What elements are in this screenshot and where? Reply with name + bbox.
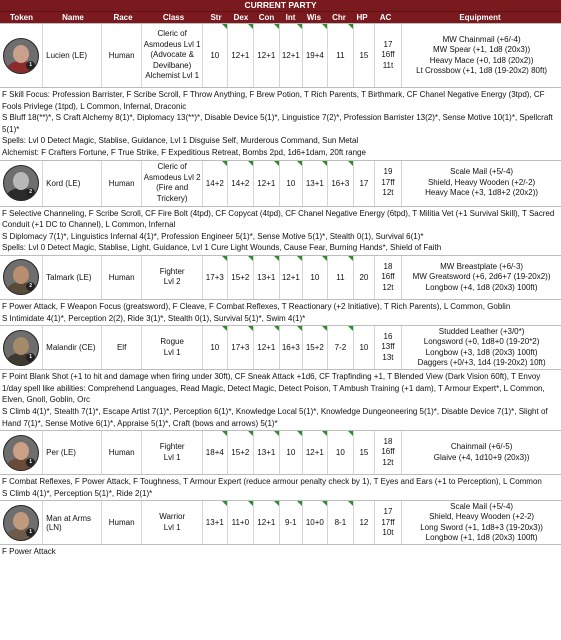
stat-str: 13+1	[203, 501, 228, 544]
class-line: (Advocate &	[150, 50, 194, 60]
notes-line: F Point Blank Shot (+1 to hit and damage when firing under 30ft), CF Sneak Attack +1d6, CF Trapfinding +1, T Blended View (Dark Vision 60ft), T Envoy 1/day spell like abilities: Comprehend Languages, Read Magic, Detect Magic, Detect Poison, T Ambush Training (+1 dam), T Armour Expert*, L Common, Elven, Gnoll, Goblin, Orc	[2, 372, 545, 405]
equipment-item: Longbow (+1, 1d8 (20x3) 100ft)	[425, 533, 538, 543]
comment-marker	[222, 501, 227, 506]
stat-con: 12+1	[254, 326, 280, 369]
ac-line: 17ff	[381, 177, 395, 187]
ac-line: 13ff	[381, 342, 395, 352]
portrait-token-icon	[3, 38, 39, 74]
class-line: Devilbane)	[153, 60, 192, 70]
class-line: Cleric of	[157, 29, 187, 39]
stat-chr: 16+3	[328, 161, 354, 206]
ac-line: 10t	[382, 528, 394, 538]
header-class: Class	[162, 13, 185, 22]
character-row	[0, 430, 561, 474]
ac-line: 13t	[382, 352, 394, 362]
comment-marker	[348, 431, 353, 436]
comment-marker	[274, 501, 279, 506]
equipment-item: Longbow (+4, 1d8 (20x3) 100ft)	[425, 282, 538, 292]
ac-line: 17	[383, 39, 393, 49]
character-row	[0, 500, 561, 544]
ac-lines	[381, 167, 394, 199]
stat-hp: 17	[354, 161, 375, 206]
header-ac: AC	[379, 13, 392, 22]
stat-con: 13+1	[254, 431, 280, 474]
character-name: Malandir (CE)	[43, 326, 102, 369]
character-class	[142, 256, 203, 299]
notes-line: S Climb 4(1)*, Perception 5(1)*, Ride 2(1)*	[2, 488, 153, 498]
character-name: Per (LE)	[43, 431, 102, 474]
ac-lines	[381, 40, 394, 72]
class-lines	[160, 337, 184, 358]
armor-class	[375, 326, 402, 369]
class-line: Asmodeus Lvl 1	[143, 39, 201, 49]
character-row	[0, 255, 561, 299]
comment-marker	[297, 24, 302, 29]
equipment-list	[402, 501, 561, 544]
character-notes	[0, 474, 561, 500]
portrait-face	[13, 45, 29, 63]
character-notes	[0, 206, 561, 255]
level-badge: 1	[26, 528, 35, 537]
stat-hp: 15	[354, 431, 375, 474]
notes-line: F Combat Reflexes, F Power Attack, F Toughness, T Armour Expert (reduce armour penalty check by 1), T Eyes and Ears (+1 to Perception), L Common	[2, 477, 542, 487]
stat-int: 10	[280, 431, 304, 474]
comment-marker	[248, 326, 253, 331]
level-badge: 2	[26, 188, 35, 197]
character-row	[0, 23, 561, 87]
equipment-item: Shield, Heavy Wooden (+2/-2)	[427, 177, 536, 187]
comment-marker	[274, 161, 279, 166]
character-row	[0, 160, 561, 206]
stat-hp: 12	[354, 501, 375, 544]
class-line: Cleric of	[157, 162, 187, 172]
portrait-token-icon	[3, 330, 39, 366]
equipment-list	[402, 24, 561, 87]
class-lines	[159, 512, 185, 533]
comment-marker	[322, 431, 327, 436]
comment-marker	[274, 431, 279, 436]
class-line: Trickery)	[156, 193, 188, 203]
header-wis: Wis	[306, 13, 322, 22]
comment-marker	[222, 326, 227, 331]
character-class	[142, 431, 203, 474]
comment-marker	[248, 161, 253, 166]
ac-line: 17ff	[381, 517, 395, 527]
level-badge: 1	[26, 458, 35, 467]
equipment-item: Heavy Mace (+0, 1d8 (20x2))	[429, 55, 534, 65]
token-cell	[0, 256, 43, 299]
character-class	[142, 501, 203, 544]
ac-line: 16ff	[381, 50, 395, 60]
comment-marker	[248, 256, 253, 261]
stat-int: 9-1	[280, 501, 304, 544]
comment-marker	[222, 161, 227, 166]
character-race: Human	[102, 161, 142, 206]
stat-int: 12+1	[280, 256, 304, 299]
stat-chr: 11	[328, 24, 354, 87]
notes-line: F Power Attack	[2, 547, 56, 557]
equipment-item: MW Greatsword (+6, 2d6+7 (19-20x2))	[412, 272, 551, 282]
ac-line: 11t	[382, 60, 394, 70]
character-race: Human	[102, 501, 142, 544]
character-notes	[0, 299, 561, 325]
stat-str: 18+4	[203, 431, 228, 474]
equipment-item: Longbow (+3, 1d8 (20x3) 100ft)	[425, 347, 538, 357]
ac-line: 12t	[382, 188, 394, 198]
portrait-face	[13, 442, 29, 460]
comment-marker	[297, 431, 302, 436]
class-line: Rogue	[160, 337, 184, 347]
header-chr: Chr	[332, 13, 346, 22]
stat-con: 12+1	[254, 161, 280, 206]
character-name: Talmark (LE)	[43, 256, 102, 299]
equipment-list	[402, 256, 561, 299]
header-race: Race	[113, 13, 133, 22]
comment-marker	[322, 256, 327, 261]
comment-marker	[297, 501, 302, 506]
stat-str: 17+3	[203, 256, 228, 299]
table-header	[0, 11, 561, 23]
class-line: (Fire and	[156, 183, 189, 193]
header-token: Token	[10, 13, 33, 22]
sheet-title: CURRENT PARTY	[0, 0, 561, 11]
comment-marker	[222, 431, 227, 436]
equipment-item: Lt Crossbow (+1, 1d8 (19-20x2) 80ft)	[416, 66, 548, 75]
portrait-token-icon	[3, 505, 39, 541]
character-row	[0, 325, 561, 369]
ac-line: 19	[383, 167, 393, 177]
class-line: Asmodeus Lvl 2	[143, 172, 201, 182]
character-class	[142, 24, 203, 87]
comment-marker	[274, 256, 279, 261]
notes-line: F Selective Channeling, F Scribe Scroll, CF Fire Bolt (4tpd), CF Copycat (4tpd), CF Chanel Negative Energy (6tpd), T Militia Vet (+1 Survival Skill), T Sacred Conduit (+1 DC to Channel), L Common, Infernal	[2, 208, 555, 230]
class-lines	[144, 29, 201, 82]
stat-con: 12+1	[254, 24, 280, 87]
notes-line: S Diplomacy 7(1)*, Linguistics Infernal 4(1)*, Profession Engineer 5(1)*, Sense Motive 5(1)*, Stealth 0(1), Survival 6(1)*	[2, 231, 424, 241]
ac-line: 18	[383, 261, 393, 271]
character-notes	[0, 369, 561, 430]
comment-marker	[248, 24, 253, 29]
stat-wis: 10+0	[303, 501, 328, 544]
armor-class	[375, 24, 402, 87]
comment-marker	[322, 161, 327, 166]
stat-wis: 10	[303, 256, 328, 299]
ac-line: 12t	[382, 457, 394, 467]
notes-line: S Intimidate 4(1)*, Perception 2(2), Ride 3(1)*, Stealth 0(1), Survival 5(1)*, Swim 4(1)*	[2, 313, 306, 323]
equipment-item: Shield, Heavy Wooden (+2-2)	[429, 512, 535, 522]
ac-line: 18	[383, 436, 393, 446]
class-line: Lvl 1	[163, 522, 181, 532]
token-cell	[0, 501, 43, 544]
class-lines	[160, 442, 185, 463]
header-dex: Dex	[233, 13, 249, 22]
notes-line: Spells: Lvl 0 Detect Magic, Stablise, Guidance, Lvl 1 Disguise Self, Murderous Command, Sun Metal	[2, 136, 359, 146]
stat-dex: 15+2	[228, 431, 254, 474]
stat-chr: 8-1	[328, 501, 354, 544]
comment-marker	[297, 326, 302, 331]
equipment-list	[402, 431, 561, 474]
stat-hp: 20	[354, 256, 375, 299]
equipment-item: Daggers (+0/+3, 1d4 (19-20x2) 10ft)	[417, 358, 546, 368]
ac-line: 16ff	[381, 272, 395, 282]
stat-str: 10	[203, 24, 228, 87]
class-line: Lvl 1	[163, 452, 181, 462]
token-cell	[0, 431, 43, 474]
portrait-face	[13, 172, 29, 190]
header-hp: HP	[356, 13, 368, 22]
comment-marker	[222, 24, 227, 29]
comment-marker	[297, 161, 302, 166]
stat-dex: 17+3	[228, 326, 254, 369]
level-badge: 1	[26, 61, 35, 70]
stat-chr: 7-2	[328, 326, 354, 369]
character-race: Human	[102, 431, 142, 474]
stat-int: 16+3	[280, 326, 304, 369]
class-line: Lvl 2	[163, 277, 181, 287]
stat-con: 12+1	[254, 501, 280, 544]
character-race: Human	[102, 24, 142, 87]
character-race: Elf	[102, 326, 142, 369]
token-cell	[0, 24, 43, 87]
stat-hp: 15	[354, 24, 375, 87]
comment-marker	[297, 256, 302, 261]
ac-lines	[381, 332, 394, 364]
character-name: Man at Arms (LN)	[43, 501, 102, 544]
level-badge: 1	[26, 353, 35, 362]
portrait-token-icon	[3, 165, 39, 201]
portrait-token-icon	[3, 435, 39, 471]
character-race: Human	[102, 256, 142, 299]
header-str: Str	[210, 13, 222, 22]
equipment-item: MW Spear (+1, 1d8 (20x3))	[433, 45, 531, 54]
character-class	[142, 161, 203, 206]
header-name: Name	[62, 13, 84, 22]
equipment-item: Long Sword (+1, 1d8+3 (19-20x3))	[420, 522, 543, 532]
equipment-item: MW Breastplate (+6/-3)	[440, 261, 524, 271]
equipment-item: Chainmail (+6/-5)	[450, 442, 513, 452]
comment-marker	[322, 24, 327, 29]
token-cell	[0, 326, 43, 369]
header-con: Con	[258, 13, 275, 22]
equipment-item: Glaive (+4, 1d10+9 (20x3))	[433, 452, 530, 462]
comment-marker	[348, 256, 353, 261]
equipment-list	[402, 326, 561, 369]
comment-marker	[348, 161, 353, 166]
armor-class	[375, 431, 402, 474]
class-line: Fighter	[159, 442, 185, 452]
stat-wis: 19+4	[303, 24, 328, 87]
header-int: Int	[285, 13, 296, 22]
class-lines	[160, 267, 185, 288]
class-line: Fighter	[159, 266, 185, 276]
character-name: Kord (LE)	[43, 161, 102, 206]
stat-con: 13+1	[254, 256, 280, 299]
armor-class	[375, 501, 402, 544]
stat-wis: 13+1	[303, 161, 328, 206]
equipment-item: Longsword (+0, 1d8+0 (19-20*2)	[423, 337, 540, 347]
stat-wis: 12+1	[303, 431, 328, 474]
equipment-item: Scale Mail (+5/-4)	[450, 167, 514, 177]
comment-marker	[274, 326, 279, 331]
equipment-item: Heavy Mace (+3, 1d8+2 (20x2))	[425, 188, 539, 198]
ac-line: 16ff	[381, 447, 395, 457]
comment-marker	[248, 431, 253, 436]
comment-marker	[322, 501, 327, 506]
notes-line: Spells: Lvl 0 Detect Magic, Stablise, Light, Guidance, Lvl 1 Cure Light Wounds, Cause Fear, Burning Hands*, Shield of Faith	[2, 243, 442, 253]
equipment-item: Studded Leather (+3/0*)	[438, 326, 525, 336]
token-cell	[0, 161, 43, 206]
portrait-token-icon	[3, 259, 39, 295]
equipment-item: Scale Mail (+5/-4)	[450, 501, 514, 511]
ac-line: 12t	[382, 282, 394, 292]
notes-line: Alchemist: F Crafters Fortune, F True Strike, F Expeditious Retreat, Bombs 2pd, 1d6+1dam, 20ft range	[2, 147, 366, 157]
ac-lines	[381, 262, 394, 294]
comment-marker	[348, 326, 353, 331]
armor-class	[375, 161, 402, 206]
notes-line: S Climb 4(1)*, Stealth 7(1)*, Escape Artist 7(1)*, Perception 6(1)*, Knowledge Local 5(1)*, Knowledge Dungeoneering 5(1)*, Disable Device 7(1)*, Slight of Hand 7(1)*, Sense Motive 6(1)*, Appraise 5(1)*, Craft (bows and arrows) 5(1)*	[2, 406, 548, 428]
equipment-item: MW Chainmail (+6/-4)	[442, 34, 521, 44]
level-badge: 2	[26, 282, 35, 291]
stat-str: 14+2	[203, 161, 228, 206]
stat-dex: 12+1	[228, 24, 254, 87]
ac-line: 17	[383, 507, 393, 517]
comment-marker	[274, 24, 279, 29]
equipment-list	[402, 161, 561, 206]
stat-dex: 11+0	[228, 501, 254, 544]
ac-line: 16	[383, 331, 393, 341]
comment-marker	[248, 501, 253, 506]
comment-marker	[222, 256, 227, 261]
notes-line: F Skill Focus: Profession Barrister, F Scribe Scroll, F Throw Anything, F Brew Potion, T Rich Parents, T Birthmark, CF Chanel Negative Energy (3tpd), CF Fools Privlege (1tpd), L Common, Infernal, Draconic	[2, 90, 545, 111]
class-lines	[144, 162, 201, 204]
stat-int: 10	[280, 161, 304, 206]
character-notes	[0, 87, 561, 160]
character-notes	[0, 544, 561, 559]
comment-marker	[322, 326, 327, 331]
stat-wis: 15+2	[303, 326, 328, 369]
stat-hp: 10	[354, 326, 375, 369]
stat-int: 12+1	[280, 24, 304, 87]
stat-dex: 15+2	[228, 256, 254, 299]
stat-str: 10	[203, 326, 228, 369]
header-equipment: Equipment	[459, 13, 501, 22]
portrait-face	[13, 337, 29, 355]
class-line: Alchemist Lvl 1	[145, 71, 200, 81]
stat-chr: 10	[328, 431, 354, 474]
notes-line: F Power Attack, F Weapon Focus (greatsword), F Cleave, F Combat Reflexes, T Reactionary (+2 Initiative), T Rich Parents), L Common, Goblin	[2, 301, 511, 311]
armor-class	[375, 256, 402, 299]
comment-marker	[348, 501, 353, 506]
ac-lines	[381, 507, 394, 539]
ac-lines	[381, 437, 394, 469]
character-name: Lucien (LE)	[43, 24, 102, 87]
comment-marker	[348, 24, 353, 29]
class-line: Lvl 1	[163, 347, 181, 357]
portrait-face	[13, 512, 29, 530]
stat-dex: 14+2	[228, 161, 254, 206]
class-line: Warrior	[159, 512, 186, 522]
notes-line: S Bluff 18(**)*, S Craft Alchemy 8(1)*, Diplomacy 13(**)*, Disable Device 5(1)*, Linguistice 7(2)*, Profession Barrister 13(2)*, Sense Motive 10(1)*, Spellcraft 5(1)*	[2, 113, 553, 134]
stat-chr: 11	[328, 256, 354, 299]
character-class	[142, 326, 203, 369]
